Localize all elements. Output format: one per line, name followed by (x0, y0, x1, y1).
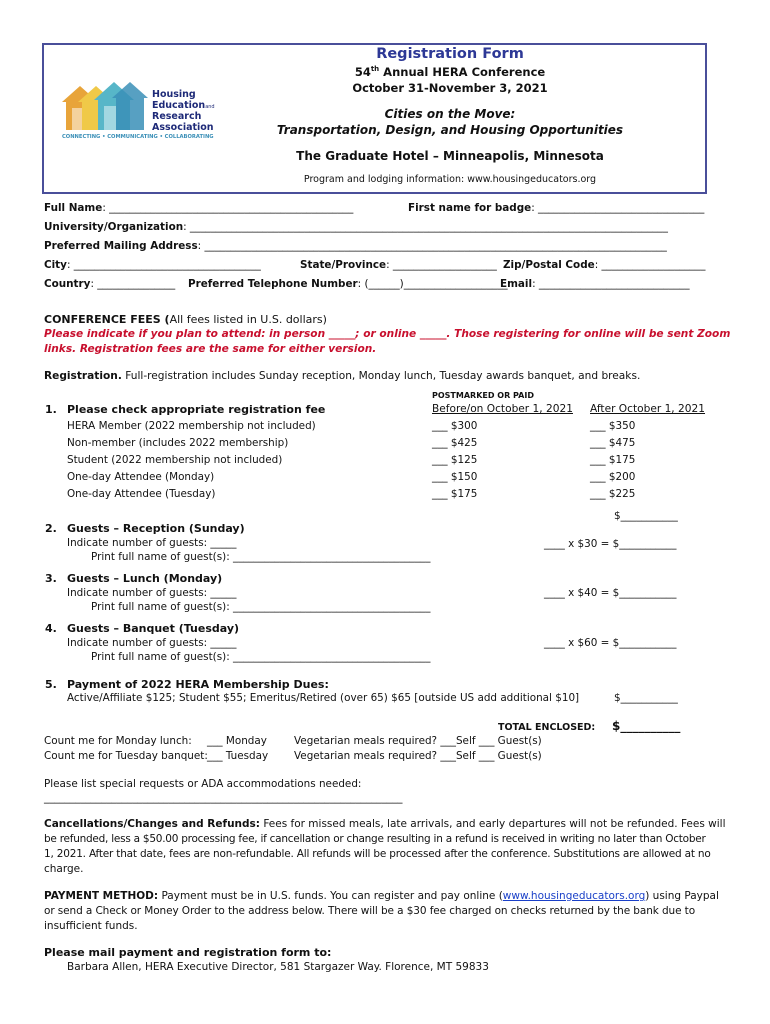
theme-line1: Cities on the Move: (384, 107, 516, 121)
phone-field[interactable] (188, 278, 508, 290)
guest-names-field[interactable]: Print full name of guest(s): ______________________________________ (91, 551, 431, 563)
monday-check[interactable]: ___ Monday (207, 735, 267, 747)
item1-number: 1. (45, 403, 57, 416)
payment-heading: PAYMENT METHOD: (44, 890, 159, 902)
payment-text2b: . There will be a $30 fee charged on checks returned by the bank due to (321, 905, 696, 917)
guest-names-field[interactable]: Print full name of guest(s): ______________________________________ (91, 651, 431, 663)
fee-row-label: One-day Attendee (Tuesday) (67, 488, 216, 500)
university-label: University/Organization (44, 221, 184, 233)
item5-detail: Active/Affiliate $125; Student $55; Emeritus/Retired (over 65) $65 [outside US add additional $10] (67, 692, 580, 704)
country-field[interactable] (44, 278, 175, 290)
email-blank[interactable]: : _____________________________ (532, 278, 690, 290)
city-label: City (44, 259, 67, 271)
guest-item-title: Guests – Lunch (Monday) (67, 572, 223, 585)
col-before-header: Before/on October 1, 2021 (432, 403, 573, 415)
fee-row-before[interactable]: ___ $300 (432, 420, 478, 432)
guest-count-field[interactable]: Indicate number of guests: _____ (67, 637, 237, 649)
registration-note-rest: Full-registration includes Sunday reception, Monday lunch, Tuesday awards banquet, and breaks. (121, 370, 641, 382)
item5-number: 5. (45, 678, 57, 691)
guest-calc[interactable]: ____ x $30 = $___________ (544, 538, 677, 550)
payment-line1 (44, 890, 719, 902)
subtotal-blank[interactable]: $___________ (614, 510, 678, 522)
conference-dates: October 31-November 3, 2021 (352, 81, 548, 95)
mailing-address-field[interactable] (44, 240, 667, 252)
full-name-label: Full Name (44, 202, 103, 214)
cancellations-heading: Cancellations/Changes and Refunds: (44, 818, 260, 830)
monday-lunch-label: Count me for Monday lunch: (44, 735, 192, 747)
logo-name-and: and (205, 103, 215, 110)
guest-calc[interactable]: ____ x $40 = $___________ (544, 587, 677, 599)
fee-row-before[interactable]: ___ $175 (432, 488, 478, 500)
guest-count-field[interactable]: Indicate number of guests: _____ (67, 537, 237, 549)
fee-row-before[interactable]: ___ $125 (432, 454, 478, 466)
fees-heading-rest: All fees listed in U.S. dollars) (169, 313, 327, 326)
fee-row-label: HERA Member (2022 membership not included) (67, 420, 316, 432)
badge-name-field[interactable] (408, 202, 704, 214)
registration-note (44, 370, 640, 382)
fee-row-before[interactable]: ___ $425 (432, 437, 478, 449)
payment-text1a: Payment must be in U.S. funds. You can register and pay online ( (158, 890, 503, 902)
fee-row-after[interactable]: ___ $350 (590, 420, 636, 432)
fee-row-after[interactable]: ___ $475 (590, 437, 636, 449)
requests-blank[interactable]: _____________________________________________________________________ (44, 792, 403, 804)
fee-row-before[interactable]: ___ $150 (432, 471, 478, 483)
attend-line1[interactable]: Please indicate if you plan to attend: in person _____; or online _____. Those registering for online will be sent Zoom (44, 328, 731, 340)
conference-title: Annual HERA Conference (379, 65, 546, 79)
full-name-field[interactable] (44, 202, 353, 214)
conference-number: 54 (354, 65, 371, 79)
col-after-header: After October 1, 2021 (590, 403, 706, 415)
cancellations-line2: be refunded, less a $50.00 processing fee, if cancellation or change resulting in a refund is received in writing no later than October (44, 833, 706, 845)
theme-line2: Transportation, Design, and Housing Opportunities (276, 123, 624, 137)
veg-monday[interactable]: Vegetarian meals required? ___Self ___ Guest(s) (294, 735, 542, 747)
guest-item-title: Guests – Banquet (Tuesday) (67, 622, 240, 635)
logo-name-line2: Education (152, 99, 206, 111)
registration-note-bold: Registration. (44, 370, 122, 382)
phone-blank[interactable]: : (______)____________________ (357, 278, 508, 290)
postmarked-label: POSTMARKED OR PAID (432, 391, 534, 400)
country-label: Country (44, 278, 91, 290)
zip-field[interactable] (503, 259, 705, 271)
payment-line3: insufficient funds. (44, 920, 138, 932)
payment-text2a: or send a Check or Money Order to the address below (44, 905, 322, 917)
veg-tuesday[interactable]: Vegetarian meals required? ___Self ___ Guest(s) (294, 750, 542, 762)
cancellations-line4: charge. (44, 863, 84, 875)
email-label: Email (500, 278, 533, 290)
state-field[interactable] (300, 259, 497, 271)
cancellations-text1: Fees for missed meals, late arrivals, and early departures will not be refunded. Fees will (260, 818, 726, 830)
state-blank[interactable]: : ____________________ (386, 259, 497, 271)
state-label: State/Province (300, 259, 387, 271)
mail-address: Barbara Allen, HERA Executive Director, 581 Stargazer Way. Florence, MT 59833 (67, 961, 489, 973)
cancellations-line3: 1, 2021. After that date, fees are non-refundable. All refunds will be processed after the conference. Substitutions are allowed at no (44, 848, 711, 860)
university-blank[interactable]: : ____________________________________________________________________________________________ (183, 221, 668, 233)
mailing-address-label: Preferred Mailing Address (44, 240, 198, 252)
program-info: Program and lodging information: www.housingeducators.org (303, 174, 597, 185)
conference-number-suffix: th (370, 65, 380, 74)
phone-label: Preferred Telephone Number (188, 278, 358, 290)
guest-item-number: 4. (45, 622, 57, 635)
logo-name-line1: Housing (152, 89, 196, 100)
guest-item-number: 3. (45, 572, 57, 585)
payment-text1b: ) using Paypal (645, 890, 719, 902)
fee-row-after[interactable]: ___ $175 (590, 454, 636, 466)
fee-row-label: One-day Attendee (Monday) (67, 471, 215, 483)
logo-name-line4: Association (152, 121, 214, 133)
fee-row-label: Student (2022 membership not included) (67, 454, 283, 466)
badge-name-blank[interactable]: : ________________________________ (531, 202, 705, 214)
item5-title: Payment of 2022 HERA Membership Dues: (67, 678, 329, 691)
fee-row-label: Non-member (includes 2022 membership) (67, 437, 289, 449)
total-blank[interactable]: $__________ (612, 719, 681, 733)
mailing-address-blank[interactable]: : _________________________________________________________________________________________ (197, 240, 667, 252)
city-blank[interactable]: : ____________________________________ (66, 259, 261, 271)
city-field[interactable] (44, 259, 261, 271)
payment-link[interactable]: www.housingeducators.org (502, 890, 646, 902)
form-title: Registration Form (376, 46, 524, 62)
guest-item-number: 2. (45, 522, 57, 535)
zip-label: Zip/Postal Code (503, 259, 595, 271)
guest-calc[interactable]: ____ x $60 = $___________ (544, 637, 677, 649)
zip-blank[interactable]: : ____________________ (594, 259, 706, 271)
guest-names-field[interactable]: Print full name of guest(s): ______________________________________ (91, 601, 431, 613)
full-name-blank[interactable]: : _______________________________________________ (102, 202, 354, 214)
email-field[interactable] (500, 278, 690, 290)
venue: The Graduate Hotel – Minneapolis, Minnesota (296, 149, 604, 163)
guest-item-title: Guests – Reception (Sunday) (67, 522, 245, 535)
logo-name-line3: Research (152, 111, 202, 122)
university-field[interactable] (44, 221, 668, 233)
requests-label: Please list special requests or ADA accommodations needed: (44, 778, 362, 790)
tuesday-check[interactable]: ___ Tuesday (207, 750, 269, 762)
item1-title: Please check appropriate registration fee (67, 403, 326, 416)
logo-tagline: CONNECTING • COMMUNICATING • COLLABORATING (62, 134, 214, 140)
fee-row-after[interactable]: ___ $225 (590, 488, 636, 500)
fees-heading (44, 313, 327, 326)
conference-name (65, 65, 770, 79)
fee-row-after[interactable]: ___ $200 (590, 471, 636, 483)
tuesday-banquet-label: Count me for Tuesday banquet: (44, 750, 208, 762)
attend-line2: links. Registration fees are the same for either version. (44, 343, 377, 355)
cancellations-line1 (44, 818, 725, 830)
guest-count-field[interactable]: Indicate number of guests: _____ (67, 587, 237, 599)
total-label: TOTAL ENCLOSED: (498, 722, 596, 733)
mail-heading: Please mail payment and registration form to: (44, 946, 332, 959)
badge-name-label: First name for badge (408, 202, 532, 214)
country-blank[interactable]: : _______________ (90, 278, 176, 290)
fees-heading-bold: CONFERENCE FEES ( (44, 313, 170, 326)
item5-blank[interactable]: $___________ (614, 692, 678, 704)
payment-line2 (44, 905, 695, 917)
